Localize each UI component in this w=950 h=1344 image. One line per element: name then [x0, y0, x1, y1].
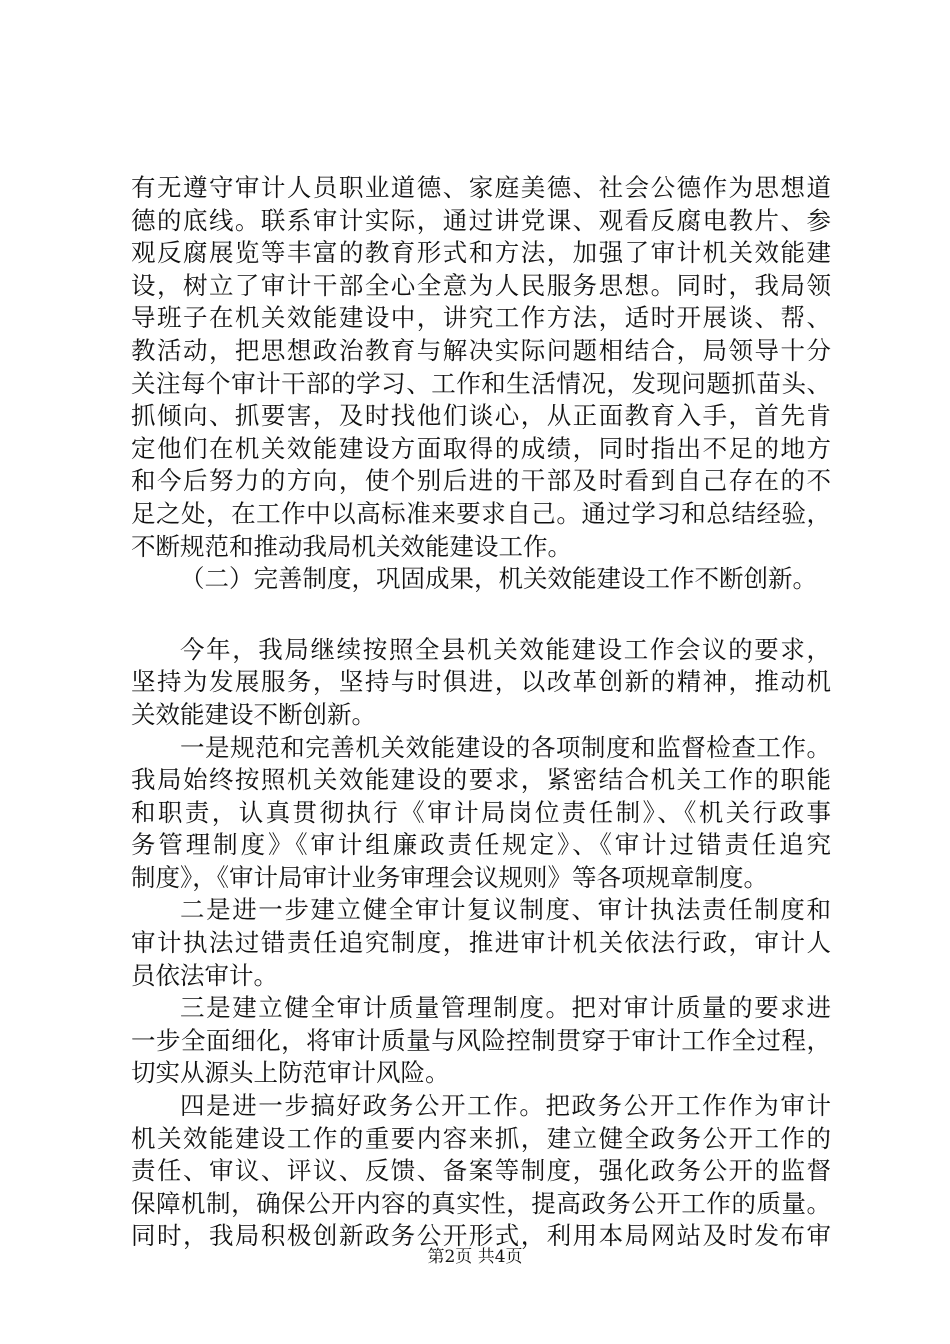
text-line: 导班子在机关效能建设中，讲究工作方法，适时开展谈、帮、 [131, 303, 831, 333]
text-line: 教活动，把思想政治教育与解决实际问题相结合，局领导十分 [131, 335, 831, 365]
page-number-footer: 第2页 共4页 [427, 1247, 523, 1267]
text-line: 保障机制，确保公开内容的真实性，提高政务公开工作的质量。 [131, 1188, 831, 1218]
section-heading: （二）完善制度，巩固成果，机关效能建设工作不断创新。 [180, 564, 817, 594]
section-spacer [131, 596, 831, 634]
text-line: 和今后努力的方向，使个别后进的干部及时看到自己存在的不 [131, 466, 831, 496]
text-line: 坚持为发展服务，坚持与时俱进，以改革创新的精神，推动机 [131, 667, 831, 697]
text-line: 和职责，认真贯彻执行《审计局岗位责任制》、《机关行政事 [131, 797, 831, 827]
text-line: 德的底线。联系审计实际，通过讲党课、观看反腐电教片、参 [131, 205, 831, 235]
paragraph-2 [131, 634, 831, 732]
text-line: 抓倾向、抓要害，及时找他们谈心，从正面教育入手，首先肯 [131, 401, 831, 431]
text-line: 切实从源头上防范审计风险。 [131, 1058, 450, 1088]
text-line: 二是进一步建立健全审计复议制度、审计执法责任制度和 [180, 895, 831, 925]
paragraph-4 [131, 894, 831, 992]
text-line: 务管理制度》《审计组廉政责任规定》、《审计过错责任追究 [131, 830, 831, 860]
text-line: 一是规范和完善机关效能建设的各项制度和监督检查工作。 [180, 732, 831, 762]
text-line: 关注每个审计干部的学习、工作和生活情况，发现问题抓苗头、 [131, 368, 831, 398]
text-line: 一步全面细化，将审计质量与风险控制贯穿于审计工作全过程， [131, 1025, 831, 1055]
text-line: 有无遵守审计人员职业道德、家庭美德、社会公德作为思想道 [131, 173, 831, 202]
paragraph-5 [131, 992, 831, 1090]
text-line: 同时，我局积极创新政务公开形式，利用本局网站及时发布审 [131, 1221, 831, 1251]
text-line: 关效能建设不断创新。 [131, 699, 376, 729]
text-line: 我局始终按照机关效能建设的要求，紧密结合机关工作的职能 [131, 765, 831, 795]
text-line: 设，树立了审计干部全心全意为人民服务思想。同时，我局领 [131, 270, 831, 300]
text-line: 员依法审计。 [131, 960, 278, 990]
text-line: 责任、审议、评议、反馈、备案等制度，强化政务公开的监督 [131, 1156, 831, 1186]
text-line: 三是建立健全审计质量管理制度。把对审计质量的要求进 [180, 993, 831, 1023]
document-body [131, 172, 831, 1253]
text-line: 机关效能建设工作的重要内容来抓，建立健全政务公开工作的 [131, 1123, 831, 1153]
paragraph-3 [131, 732, 831, 895]
text-line: 观反腐展览等丰富的教育形式和方法，加强了审计机关效能建 [131, 238, 831, 268]
text-line: 不断规范和推动我局机关效能建设工作。 [131, 531, 572, 561]
text-line: 定他们在机关效能建设方面取得的成绩，同时指出不足的地方 [131, 433, 831, 463]
text-line: 今年，我局继续按照全县机关效能建设工作会议的要求， [180, 634, 831, 664]
text-line: 足之处，在工作中以高标准来要求自己。通过学习和总结经验， [131, 498, 831, 528]
paragraph-1 [131, 172, 831, 563]
text-line: 四是进一步搞好政务公开工作。把政务公开工作作为审计 [180, 1091, 831, 1121]
text-line: 制度》，《审计局审计业务审理会议规则》等各项规章制度。 [131, 862, 768, 892]
text-line: 审计执法过错责任追究制度，推进审计机关依法行政，审计人 [131, 928, 831, 958]
paragraph-6 [131, 1090, 831, 1253]
